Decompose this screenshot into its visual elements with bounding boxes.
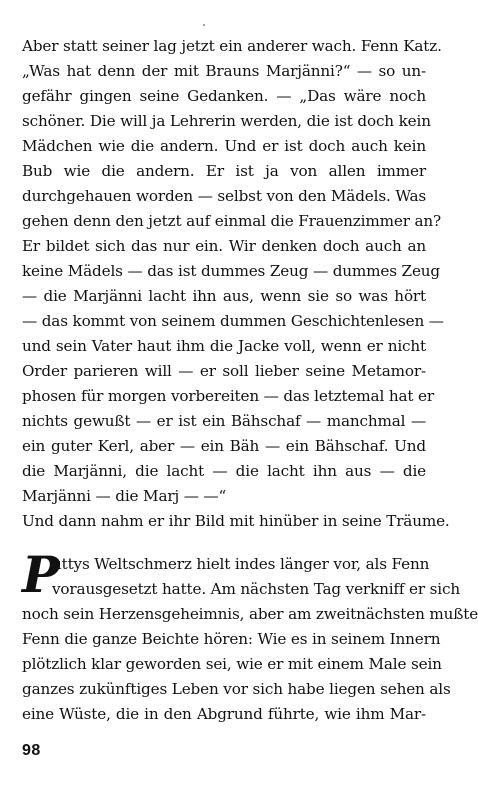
text-line: Marjänni — die Marj — —“ [22,487,227,505]
text-line: ein guter Kerl, aber — ein Bäh — ein Bähschaf. Und [22,437,426,455]
text-line: plötzlich klar geworden sei, wie er mit einem Male sein [22,655,442,673]
text-line: — die Marjänni lacht ihn aus, wenn sie so was hört [22,287,426,305]
text-line: schöner. Die will ja Lehrerin werden, die ist doch kein [22,112,431,130]
text-line: Order parieren will — er soll lieber seine Metamor- [22,362,426,380]
text-line: Und dann nahm er ihr Bild mit hinüber in seine Träume. [22,512,450,530]
text-line: vorausgesetzt hatte. Am nächsten Tag verkniff er sich [52,580,460,598]
paper-speck [203,24,205,26]
text-line: — das kommt von seinem dummen Geschichtenlesen — [22,312,444,330]
page-number: 98 [22,742,41,759]
text-line: uttys Weltschmerz hielt indes länger vor, als Fenn [52,555,430,573]
text-line: „Was hat denn der mit Brauns Marjänni?“ — so un- [22,62,426,80]
text-line: phosen für morgen vorbereiten — das letztemal hat er [22,387,434,405]
text-line: eine Wüste, die in den Abgrund führte, wie ihm Mar- [22,705,426,723]
text-line: Er bildet sich das nur ein. Wir denken doch auch an [22,237,426,255]
text-line: gehen denn den jetzt auf einmal die Frauenzimmer an? [22,212,442,230]
text-line: nichts gewußt — er ist ein Bähschaf — manchmal — [22,412,426,430]
drop-cap: P [22,545,60,604]
text-line: die Marjänni, die lacht — die lacht ihn aus — die [22,462,426,480]
paragraph-1 [22,34,450,534]
text-line: und sein Vater haut ihm die Jacke voll, wenn er nicht [22,337,426,355]
text-line: gefähr gingen seine Gedanken. — „Das wäre noch [22,87,426,105]
text-line: durchgehauen worden — selbst von den Mädels. Was [22,187,427,205]
text-line: Fenn die ganze Beichte hören: Wie es in seinem Innern [22,630,441,648]
text-line: Aber statt seiner lag jetzt ein anderer wach. Fenn Katz. [22,37,442,55]
text-line: ganzes zukünftiges Leben vor sich habe liegen sehen als [22,680,451,698]
text-line: keine Mädels — das ist dummes Zeug — dummes Zeug [22,262,440,280]
text-line: Bub wie die andern. Er ist ja von allen immer [22,162,426,180]
paragraph-2 [22,545,478,727]
text-line: Mädchen wie die andern. Und er ist doch auch kein [22,137,426,155]
text-line: noch sein Herzensgeheimnis, aber am zweitnächsten mußte [22,605,478,623]
